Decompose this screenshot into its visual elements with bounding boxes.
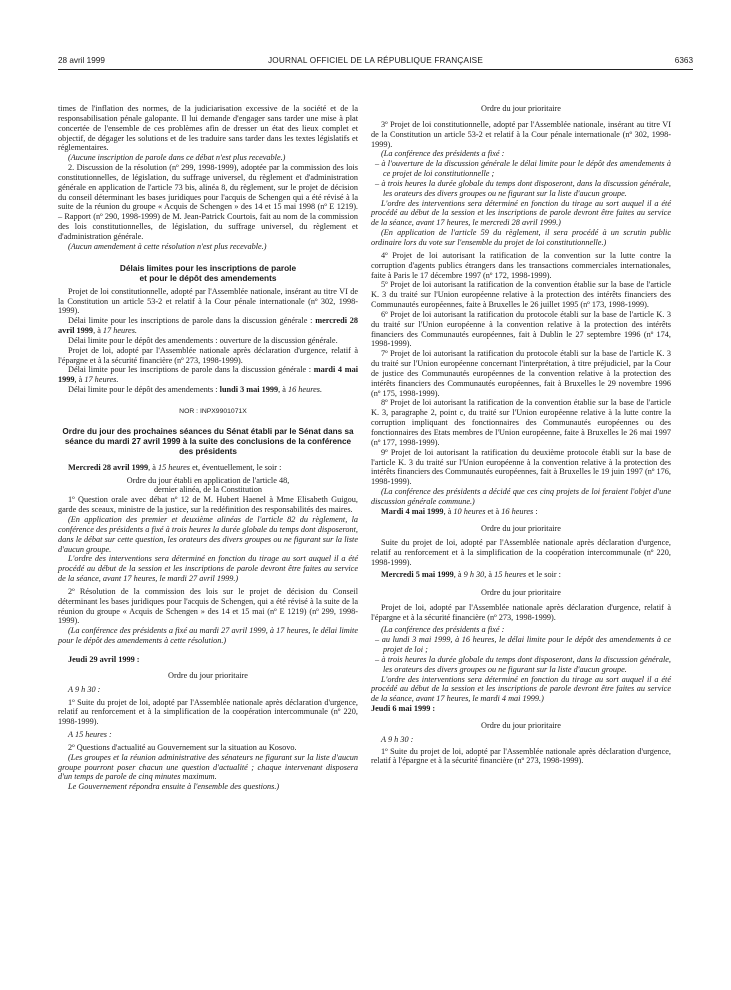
paragraph: Projet de loi, adopté par l'Assemblée nationale après déclaration d'urgence, relatif à l'épargne et à la sécurité financière (nº 273, 1998-1999). xyxy=(58,345,358,365)
left-column xyxy=(58,104,358,792)
paragraph: 3º Projet de loi constitutionnelle, adopté par l'Assemblée nationale, insérant au titre VI de la Constitution un article 53-2 et relatif à la Cour pénale internationale (nº 302, 1998-1999). xyxy=(371,119,671,149)
paragraph: Projet de loi, adopté par l'Assemblée nationale après déclaration d'urgence, relatif à l'épargne et à la sécurité financière (nº 273, 1998-1999). xyxy=(371,602,671,622)
page-header xyxy=(58,56,693,70)
paragraph: 1º Suite du projet de loi, adopté par l'Assemblée nationale après déclaration d'urgence, relatif au renforcement et à la simplification de la coopération intercommunale (nº 220, 1998-1999). xyxy=(58,697,358,727)
paragraph: Le Gouvernement répondra ensuite à l'ensemble des questions.) xyxy=(68,782,280,792)
paragraph: 2º Résolution de la commission des lois sur le projet de décision du Conseil déterminant les bases juridiques pour l'acquis de Schengen, qui a été révisé à la suite de la réunion du groupe « Acquis de Schengen » des 14 et 15 mai (nº E 1219) (nº 299, 1998-1999). xyxy=(58,586,358,626)
paragraph: Délai limite pour les inscriptions de parole dans la discussion générale : mardi 4 mai 1999, à 17 heures. xyxy=(58,365,358,385)
paragraph: L'ordre des interventions sera déterminé en fonction du tirage au sort auquel il a été procédé au début de la session et les inscriptions de parole devront être faites au service de la séance, avant 17 heures, le mardi 4 mai 1999.) xyxy=(371,674,671,704)
paragraph: (Les groupes et la réunion administrative des sénateurs ne figurant sur la liste d'aucun groupe pourront poser chacun une question d'actualité ; chaque intervenant disposera d'un temps de parole de cinq minutes maximum. xyxy=(58,752,358,782)
paragraph: 2. Discussion de la résolution (nº 299, 1998-1999), adoptée par la commission des lois constitutionnelles, de législation, du suffrage universel, du règlement et d'administration générale en application de l'article 73 bis, alinéa 8, du règlement, sur le projet de décision du conseil déterminant les bases juridiques pour l'acquis de Schengen qui a été révisé à la suite de la réunion du groupe « Acquis de Schengen » des 14 et 15 mai 1998 (nº E 1219). – Rapport (nº 290, 1998-1999) de M. Jean-Patrick Courtois, fait au nom de la commission des lois constitutionnelles, de législation, du suffrage universel, du règlement et d'administration générale. xyxy=(58,163,358,241)
paragraph: Délai limite pour le dépôt des amendements : ouverture de la discussion générale. xyxy=(68,335,338,345)
time-label: A 9 h 30 : xyxy=(381,734,414,744)
header-title: JOURNAL OFFICIEL DE LA RÉPUBLIQUE FRANÇAISE xyxy=(267,56,483,65)
paragraph: Délai limite pour les inscriptions de parole dans la discussion générale : mercredi 28 avril 1999, à 17 heures. xyxy=(58,316,359,336)
paragraph: 9º Projet de loi autorisant la ratification du deuxième protocole établi sur la base de l'article K. 3 du traité sur l'Union européenne à la convention relative à la protection des intérêts financiers des Communautés européennes, fait à Bruxelles le 19 juin 1997 (nº 176, 1998-1999). xyxy=(371,447,671,487)
page-number: 6363 xyxy=(674,56,693,65)
paragraph: 8º Projet de loi autorisant la ratification de la convention établie sur la base de l'article K. 3, paragraphe 2, point c, du traité sur l'Union européenne relative à la lutte contre la corruption impliquant des fonctionnaires des Communautés européennes ou des fonctionnaires des Etats membres de l'Union européenne, faite à Bruxelles le 26 mai 1997 (nº 177, 1998-1999). xyxy=(371,398,671,447)
subheading: Ordre du jour établi en application de l'article 48, dernier alinéa, de la Constitution xyxy=(126,475,290,495)
paragraph: 2º Questions d'actualité au Gouvernement sur la situation au Kosovo. xyxy=(68,742,297,752)
paragraph: 1º Question orale avec débat nº 12 de M. Hubert Haenel à Mme Elisabeth Guigou, garde des sceaux, ministre de la justice, sur la redéfinition des responsabilités des maires. xyxy=(58,495,358,515)
list-item: – à l'ouverture de la discussion générale le délai limite pour le dépôt des amendements à ce projet de loi constitutionnelle ; xyxy=(375,159,671,179)
paragraph: Délai limite pour le dépôt des amendements : lundi 3 mai 1999, à 16 heures. xyxy=(68,385,323,395)
list-item: – au lundi 3 mai 1999, à 16 heures, le délai limite pour le dépôt des amendements à ce projet de loi ; xyxy=(375,635,671,655)
header-date: 28 avril 1999 xyxy=(58,56,105,65)
paragraph: (La conférence des présidents a fixé : xyxy=(381,625,505,635)
paragraph: (En application des premier et deuxième alinéas de l'article 82 du règlement, la conférence des présidents a fixé à trois heures la durée globale du temps dont disposeront, dans le débat sur cette question, les orateurs des divers groupes ou ne figurant sur la liste d'aucun groupe. xyxy=(58,515,358,554)
paragraph: 5º Projet de loi autorisant la ratification de la convention établie sur la base de l'article K. 3 du traité sur l'Union européenne relative à la protection des intérêts financiers des Communautés européennes, faite à Bruxelles le 26 juillet 1995 (nº 173, 1998-1999). xyxy=(371,280,671,310)
paragraph: 4º Projet de loi autorisant la ratification de la convention sur la lutte contre la corruption d'agents publics étrangers dans les transactions commerciales internationales, faite à Paris le 17 décembre 1997 (nº 172, 1998-1999). xyxy=(371,250,671,280)
subheading: Ordre du jour prioritaire xyxy=(168,670,248,680)
header-rule xyxy=(58,69,693,70)
paragraph: (Aucune inscription de parole dans ce débat n'est plus recevable.) xyxy=(68,153,286,163)
list-item: – à trois heures la durée globale du temps dont disposeront, dans la discussion générale, les orateurs des divers groupes ou ne figurant sur la liste d'aucun groupe. xyxy=(375,654,671,674)
paragraph: Mercredi 28 avril 1999, à 15 heures et, éventuellement, le soir : xyxy=(68,462,282,472)
right-column xyxy=(371,104,671,766)
day-heading: Mardi 4 mai 1999, à 10 heures et à 16 heures : xyxy=(381,506,538,516)
subheading: Ordre du jour prioritaire xyxy=(481,523,561,533)
day-heading: Mercredi 5 mai 1999, à 9 h 30, à 15 heures et le soir : xyxy=(381,569,561,579)
subheading: Ordre du jour prioritaire xyxy=(481,104,561,113)
paragraph: Suite du projet de loi, adopté par l'Assemblée nationale après déclaration d'urgence, relatif au renforcement et à la simplification de la coopération intercommunale (nº 220, 1998-1999). xyxy=(371,538,671,568)
paragraph: 7º Projet de loi autorisant la ratification du protocole établi sur la base de l'article K. 3 du traité sur l'Union européenne concernant l'interprétation, à titre préjudiciel, par la Cour de justice des Communautés européennes de la convention relative à la protection des intérêts financiers des Communautés européennes, fait à Bruxelles le 29 novembre 1996 (nº 175, 1998-1999). xyxy=(371,349,671,398)
paragraph: (La conférence des présidents a décidé que ces cinq projets de loi feraient l'objet d'une discussion générale commune.) xyxy=(371,487,671,506)
paragraph: (La conférence des présidents a fixé au mardi 27 avril 1999, à 17 heures, le délai limite pour le dépôt des amendements à cette résolution.) xyxy=(58,626,358,646)
paragraph: (En application de l'article 59 du règlement, il sera procédé à un scrutin public ordinaire lors du vote sur l'ensemble du projet de loi constitutionnelle.) xyxy=(371,228,671,247)
day-heading: Jeudi 29 avril 1999 : xyxy=(68,654,140,664)
paragraph: 6º Projet de loi autorisant la ratification du protocole établi sur la base de l'article K. 3 du traité sur l'Union européenne à la convention relative à la protection des intérêts financiers des Communautés européennes, fait à Dublin le 27 septembre 1996 (nº 174, 1998-1999). xyxy=(371,309,671,349)
time-label: A 9 h 30 : xyxy=(68,684,101,694)
nor-reference: NOR : INPX9901071X xyxy=(179,407,247,415)
paragraph: 1º Suite du projet de loi, adopté par l'Assemblée nationale après déclaration d'urgence, relatif à l'épargne et à la sécurité financière (nº 273, 1998-1999). xyxy=(371,746,671,766)
paragraph: L'ordre des interventions sera déterminé en fonction du tirage au sort auquel il a été procédé au début de la session et les inscriptions de parole devront être faites au service de la séance, avant 17 heures, le mercredi 28 avril 1999.) xyxy=(371,198,671,228)
day-heading: Jeudi 6 mai 1999 : xyxy=(371,704,436,714)
section-heading-ordre-du-jour: Ordre du jour des prochaines séances du Sénat établi par le Sénat dans sa séance du mardi 27 avril 1999 à la suite des conclusions de la conférence des présidents xyxy=(62,426,354,456)
list-item: – à trois heures la durée globale du temps dont disposeront, dans la discussion générale, les orateurs des divers groupes ou ne figurant sur la liste d'aucun groupe. xyxy=(375,178,671,198)
subheading: Ordre du jour prioritaire xyxy=(481,720,561,730)
paragraph: L'ordre des interventions sera déterminé en fonction du tirage au sort auquel il a été procédé au début de la session et les inscriptions de parole devront être faites au service de la séance, avant 17 heures, le mardi 27 avril 1999.) xyxy=(58,554,358,584)
subheading: Ordre du jour prioritaire xyxy=(481,587,561,597)
paragraph: (Aucun amendement à cette résolution n'est plus recevable.) xyxy=(68,241,267,251)
paragraph: (La conférence des présidents a fixé : xyxy=(381,149,505,159)
paragraph: Projet de loi constitutionnelle, adopté par l'Assemblée nationale, insérant au titre VI de la Constitution un article 53-2 et relatif à la Cour pénale internationale (nº 302, 1998-1999). xyxy=(58,286,358,316)
time-label: A 15 heures : xyxy=(68,730,112,740)
paragraph: times de l'inflation des normes, de la judiciarisation excessive de la société et de la responsabilisation pénale galopante. Il lui demande d'engager sans tarder une mise à plat concertée de l'ensemble de ces problèmes afin de dresser un état des lieux complet et objectif, de dégager les solutions et de les traduire sans tarder dans les textes législatifs et réglementaires. xyxy=(58,104,358,153)
section-heading-delais: Délais limites pour les inscriptions de parole et pour le dépôt des amendements xyxy=(119,262,297,283)
